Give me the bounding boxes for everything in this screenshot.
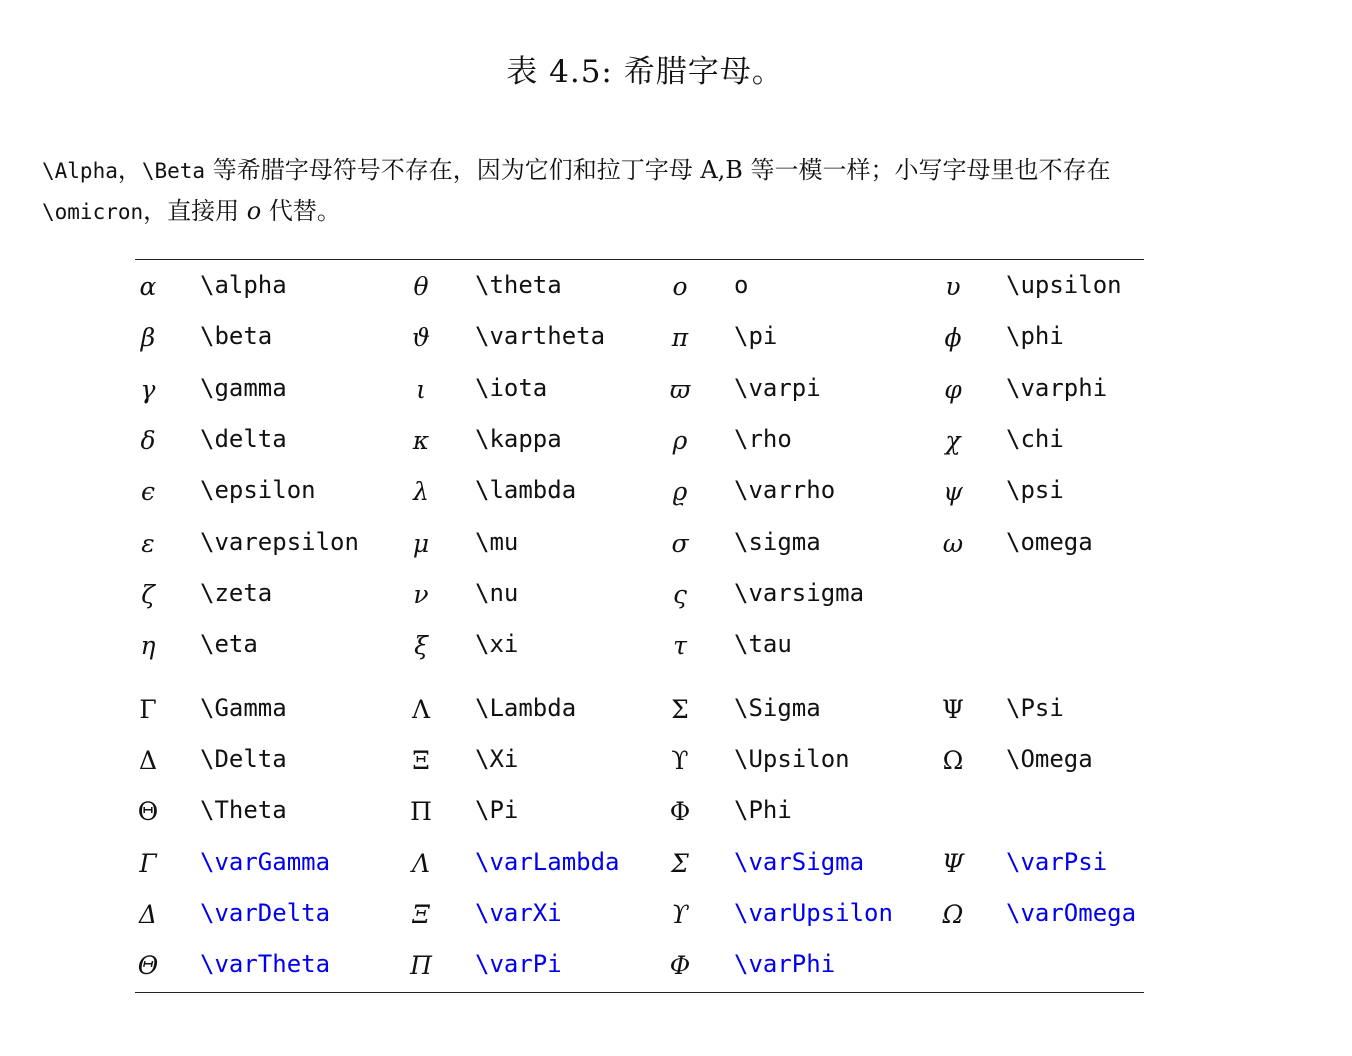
latex-command: \varOmega — [1006, 899, 1137, 927]
latex-command: \vartheta — [475, 322, 606, 350]
greek-symbol: Λ — [411, 695, 431, 724]
greek-symbol: Σ — [671, 849, 689, 878]
greek-symbol: Π — [410, 797, 432, 826]
greek-symbol: o — [672, 272, 688, 301]
latex-command: \varPsi — [1006, 848, 1108, 876]
greek-symbol: Γ — [139, 849, 157, 878]
code-omicron: \omicron — [42, 200, 144, 224]
latex-command: \theta — [475, 271, 562, 299]
greek-symbol: Δ — [138, 746, 158, 775]
greek-symbol: Λ — [411, 849, 431, 878]
greek-symbol: Φ — [669, 797, 691, 826]
latex-command: \Theta — [200, 796, 287, 824]
latex-command: \Pi — [475, 796, 519, 824]
table-top-rule — [135, 259, 1144, 260]
latex-command: \varUpsilon — [734, 899, 893, 927]
code-alpha: \Alpha — [42, 159, 118, 183]
note-text-2: ，直接用 — [143, 197, 247, 225]
latex-command: \Phi — [734, 796, 792, 824]
greek-symbol: ζ — [141, 580, 155, 609]
latex-command: \varPi — [475, 950, 562, 978]
greek-symbol: η — [140, 631, 156, 660]
latex-command: \varLambda — [475, 848, 620, 876]
note-separator: ， — [117, 156, 142, 184]
latex-command: \pi — [734, 322, 778, 350]
latex-command: \chi — [1006, 425, 1064, 453]
greek-symbol: ε — [141, 529, 155, 558]
greek-symbol: Ψ — [942, 695, 964, 724]
latex-command: \Gamma — [200, 694, 287, 722]
latex-command: \varSigma — [734, 848, 865, 876]
latex-command: \Sigma — [734, 694, 821, 722]
latex-command: \upsilon — [1006, 271, 1122, 299]
latex-command: \varDelta — [200, 899, 331, 927]
latex-command: o — [734, 271, 749, 299]
latex-command: \Lambda — [475, 694, 577, 722]
greek-symbol: Ω — [942, 746, 964, 775]
latex-command: \varepsilon — [200, 528, 359, 556]
greek-symbol: ϵ — [140, 477, 155, 506]
greek-symbol: Γ — [139, 695, 157, 724]
greek-symbol: β — [140, 323, 156, 352]
latex-command: \varGamma — [200, 848, 331, 876]
greek-symbol: π — [671, 323, 689, 352]
greek-symbol: Ω — [942, 900, 964, 929]
latex-command: \kappa — [475, 425, 562, 453]
latex-command: \sigma — [734, 528, 821, 556]
greek-symbol: κ — [412, 426, 430, 455]
greek-symbol: ϖ — [669, 375, 691, 404]
latex-command: \lambda — [475, 476, 577, 504]
greek-symbol: ς — [672, 580, 687, 609]
greek-symbol: Θ — [137, 951, 159, 980]
greek-symbol: α — [139, 272, 157, 301]
greek-symbol: Ψ — [942, 849, 964, 878]
latex-command: \Psi — [1006, 694, 1064, 722]
latex-command: \Xi — [475, 745, 519, 773]
greek-symbol: ψ — [943, 477, 963, 506]
greek-symbol: ϑ — [412, 323, 430, 352]
latex-command: \iota — [475, 374, 548, 402]
code-beta: \Beta — [141, 159, 206, 183]
greek-symbol: Π — [410, 951, 432, 980]
greek-symbol: ϒ — [671, 900, 689, 929]
greek-symbol: ϕ — [944, 323, 962, 352]
greek-symbol: Σ — [671, 695, 689, 724]
latex-command: \nu — [475, 579, 519, 607]
greek-symbol: φ — [944, 375, 962, 404]
greek-symbol: ϒ — [671, 746, 689, 775]
latex-command: \Delta — [200, 745, 287, 773]
note-text-1: 等希腊字母符号不存在，因为它们和拉丁字母 A,B 等一模一样；小写字母里也不存在 — [205, 156, 1111, 184]
latex-command: \psi — [1006, 476, 1064, 504]
intro-paragraph — [42, 150, 1272, 232]
greek-symbol: Φ — [669, 951, 691, 980]
greek-symbol: Ξ — [412, 746, 430, 775]
greek-symbol: ρ — [672, 426, 688, 455]
latex-command: \varTheta — [200, 950, 331, 978]
greek-symbol: ϱ — [672, 477, 688, 506]
latex-command: \varphi — [1006, 374, 1108, 402]
greek-symbol: λ — [413, 477, 429, 506]
latex-command: \zeta — [200, 579, 273, 607]
latex-command: \varsigma — [734, 579, 865, 607]
greek-symbol: μ — [412, 529, 430, 558]
greek-symbol: Ξ — [412, 900, 430, 929]
greek-symbol: δ — [140, 426, 156, 455]
greek-symbol: τ — [673, 631, 687, 660]
greek-symbol: χ — [945, 426, 961, 455]
latex-command: \varXi — [475, 899, 562, 927]
table-bottom-rule — [135, 992, 1144, 993]
latex-command: \mu — [475, 528, 519, 556]
latex-command: \rho — [734, 425, 792, 453]
latex-command: \phi — [1006, 322, 1064, 350]
latex-command: \epsilon — [200, 476, 316, 504]
greek-symbol: ι — [416, 375, 426, 404]
note-text-3: 代替。 — [261, 197, 341, 225]
latex-command: \varpi — [734, 374, 821, 402]
latex-command: \varrho — [734, 476, 836, 504]
latex-command: \gamma — [200, 374, 287, 402]
greek-symbol: ξ — [414, 631, 428, 660]
greek-symbol: υ — [945, 272, 961, 301]
latex-command: \tau — [734, 630, 792, 658]
greek-symbol: Δ — [138, 900, 158, 929]
greek-symbol: σ — [671, 529, 689, 558]
latex-command: \xi — [475, 630, 519, 658]
greek-symbol: θ — [413, 272, 429, 301]
greek-symbol: γ — [140, 375, 156, 404]
latex-command: \Omega — [1006, 745, 1093, 773]
latex-command: \eta — [200, 630, 258, 658]
latex-command: \varPhi — [734, 950, 836, 978]
latex-command: \alpha — [200, 271, 287, 299]
omicron-glyph: o — [246, 197, 262, 225]
latex-command: \omega — [1006, 528, 1093, 556]
greek-symbol: Θ — [137, 797, 159, 826]
greek-symbol: ν — [413, 580, 429, 609]
latex-command: \beta — [200, 322, 273, 350]
greek-symbol: ω — [942, 529, 964, 558]
latex-command: \Upsilon — [734, 745, 850, 773]
table-caption: 表 4.5: 希腊字母。 — [506, 54, 784, 90]
latex-command: \delta — [200, 425, 287, 453]
